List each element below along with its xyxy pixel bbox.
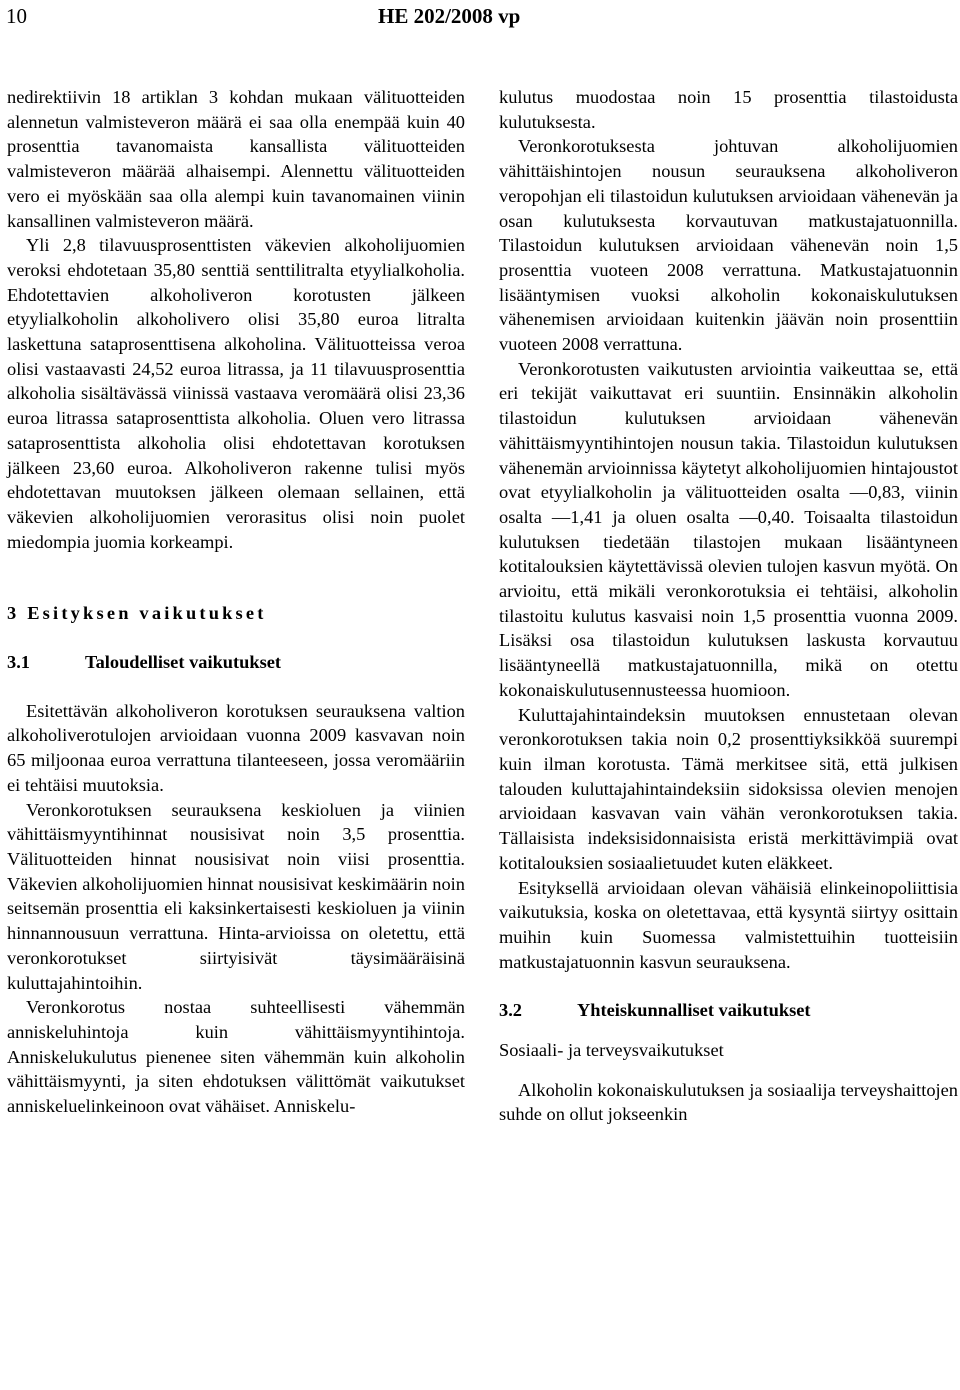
paragraph: Veronkorotuksen seurauksena keskioluen ja viinien vähittäismyyntihinnat nousisivat noin 3,5 prosenttia. Välituotteiden hinnat nousisivat noin viisi prosenttia. Väkevien alkoholijuomien hinnat nousisivat keskimäärin noin seitsemän prosenttia eli kaksinkertaisesti keskioluen ja viinin hinnannousuun verrattuna. Hinta-arvioissa on oletettu, että veronkorotukset siirtyisivät täysimääräisinä kuluttajahintoihin. — [7, 799, 465, 993]
paragraph: Alkoholin kokonaiskulutuksen ja sosiaalija terveyshaittojen suhde on ollut jokseenkin — [499, 1079, 958, 1125]
subsection-title: Taloudelliset vaikutukset — [85, 652, 282, 673]
paragraph: Veronkorotusten vaikutusten arviointia vaikeuttaa se, että eri tekijät vaikuttavat eri suuntiin. Ensinnäkin alkoholin tilastoidun kulutuksen arvioidaan vähenevän vähittäismyyntihintojen nousun takia. Tilastoidun kulutuksen vähenemän arvioinnissa käytetyt alkoholijuomien hintajoustot ovat etyylialkoholin ja välituotteiden osalta —0,83, viinin osalta —1,41 ja oluen osalta —0,40. Toisaalta tilastoidun kulutuksen tiedetään tilastojen mukaan lisääntyneen kotitalouksien käytettävissä olevien tulojen kasvun myötä. On arvioitu, että mikäli veronkorotuksia ei tehtäisi, alkoholin tilastoitu kulutus kasvaisi noin 1,5 prosenttia vuonna 2009. Lisäksi osa tilastoidun kulutuksen laskusta korvautuu lisääntyneellä matkustajatuonnilla, mikä on otettu kokonaiskulutusennusteessa huomioon. — [499, 358, 958, 700]
subheading: Sosiaali- ja terveysvaikutukset — [499, 1040, 724, 1061]
paragraph: Esitettävän alkoholiveron korotuksen seurauksena valtion alkoholiverotulojen arvioidaan vuonna 2009 kasvavan noin 65 miljoonaa euroa verrattuna tilanteeseen, jossa veromääriin ei tehtäisi muutoksia. — [7, 700, 465, 795]
subsection-title: Yhteiskunnalliset vaikutukset — [577, 1000, 811, 1021]
paragraph: Yli 2,8 tilavuusprosenttisten väkevien alkoholijuomien veroksi ehdotetaan 35,80 senttiä senttilitralta etyylialkoholia. Ehdotettavien alkoholiveron korotusten jälkeen etyylialkoholin alkoholivero olisi 35,80 euroa litralta laskettuna sataprosenttisena alkoholina. Välituotteissa veroa olisi vastaavasti 24,52 euroa litrassa, ja 11 tilavuusprosenttia alkoholia sisältävässä viinissä vastaava veromäärä olisi 23,36 euroa litrassa sataprosenttista alkoholia. Oluen vero litrassa sataprosenttista alkoholia olisi ehdotettavan korotuksen jälkeen 23,60 euroa. Alkoholiveron rakenne tulisi myös ehdotettavan muutoksen jälkeen olemaan sellainen, että väkevien alkoholijuomien verorasitus olisi noin puolet miedompia juomia korkeampi. — [7, 235, 465, 552]
section-heading: 3 Esityksen vaikutukset — [7, 603, 267, 624]
paragraph: Veronkorotus nostaa suhteellisesti vähemmän anniskeluhintoja kuin vähittäismyyntihintoja. Anniskelukulutus pienenee siten vähemmän kuin alkoholin vähittäismyynti, ja siten ehdotuksen välittömät vaikutukset anniskeluelinkeinoon ovat vähäiset. Anniskelu- — [7, 997, 465, 1117]
subsection-heading — [499, 998, 958, 1023]
subsection-number: 3.1 — [7, 652, 30, 673]
subsection-heading — [7, 650, 465, 675]
document-id: HE 202/2008 vp — [378, 4, 521, 28]
subsection-number: 3.2 — [499, 1000, 522, 1021]
page-header — [0, 4, 960, 32]
page-number: 10 — [6, 4, 27, 28]
right-column — [499, 85, 958, 1127]
paragraph: nedirektiivin 18 artiklan 3 kohdan mukaan välituotteiden alennetun valmisteveron määrä ei saa olla enempää kuin 40 prosenttia tavanomaista kansallista välituotteiden valmisteveron määrää alhaisempi. Alennettu välituotteiden vero ei myöskään saa olla alempi kuin tavanomainen viinin kansallinen valmisteveron määrä. — [7, 87, 465, 231]
paragraph: Esityksellä arvioidaan olevan vähäisiä elinkeinopoliittisia vaikutuksia, koska on oletettavaa, että kysyntä siirtyy osittain muihin kuin Suomessa valmistettuihin tuotteisiin matkustajatuonnin kasvun seurauksena. — [499, 877, 958, 972]
paragraph: Kuluttajahintaindeksin muutoksen ennustetaan olevan veronkorotuksen takia noin 0,2 prosenttiyksikköä suurempi kuin ilman korotusta. Tämä merkitsee sitä, että julkisen talouden kuluttajahintaindeksiin sidoksissa olevien menojen arvioidaan kasvavan vain vähän veronkorotuksen takia. Tällaisista indeksisidonnaisista eristä merkittävimpiä ovat kotitalouksien sosiaalietuudet kuten eläkkeet. — [499, 704, 958, 873]
left-column — [7, 85, 465, 1119]
paragraph: kulutus muodostaa noin 15 prosenttia tilastoidusta kulutuksesta. — [499, 87, 958, 132]
paragraph: Veronkorotuksesta johtuvan alkoholijuomien vähittäishintojen nousun seurauksena alkoholiveron veropohjan eli tilastoidun kulutuksen arvioidaan vähenevän ja osan kulutuksesta korvautuvan matkustajatuonnilla. Tilastoidun kulutuksen arvioidaan vähenevän noin 1,5 prosenttia vuoteen 2008 verrattuna. Matkustajatuonnin lisääntymisen vuoksi alkoholin kokonaiskulutuksen vähenemisen arvioidaan kuitenkin jäävän noin prosenttiin vuoteen 2008 verrattuna. — [499, 136, 958, 355]
